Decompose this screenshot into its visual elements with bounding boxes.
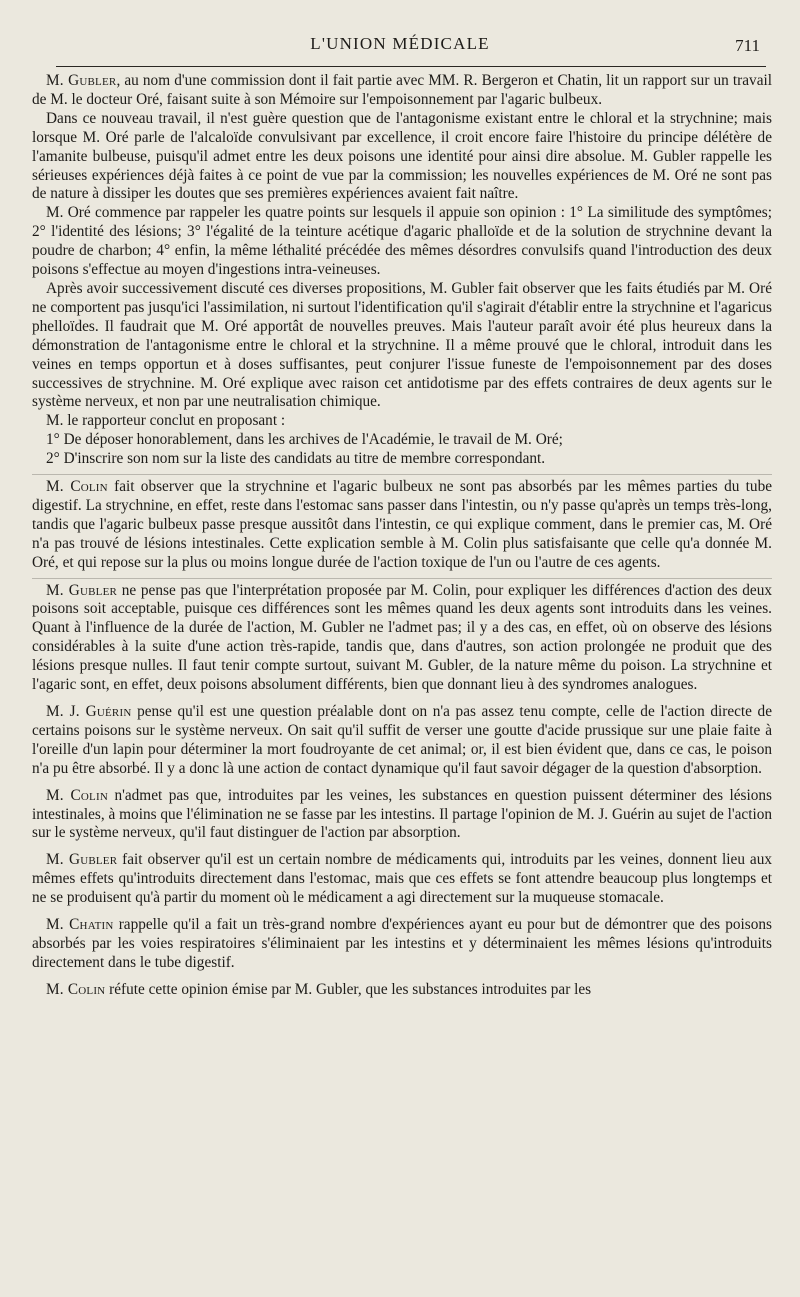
paragraph-text: fait observer que la strychnine et l'agaric bulbeux ne sont pas absorbés par les mêmes parties du tube digestif. La strychnine, en effet, reste dans l'estomac sans passer dans l'intestin, ou n'y passe qu'après un temps très-long, tandis que l'agaric bulbeux passe presque aussitôt dans l'intestin, ce qui explique comment, dans le premier cas, M. Oré n'a pas trouvé de lésions intestinales. Cette explication semble à M. Colin plus satisfaisante que celle qu'a donnée M. Oré, et qui repose sur la plus ou moins longue durée de l'action toxique de l'un ou l'autre de ces agents. bbox=[32, 478, 773, 571]
section-divider bbox=[32, 578, 772, 579]
paragraph-gubler-report bbox=[32, 72, 772, 110]
paragraph-text: M. Oré commence par rappeler les quatre points sur lesquels il appuie son opinion : 1° La similitude des symptômes; 2° l'identité des lésions; 3° l'égalité de la teinture acétique d'agaric phalloïde et de la solution de strychnine devant la poudre de charbon; 4° enfin, la même léthalité précédée des mêmes désordres convulsifs quand l'introduction des deux poisons s'effectue au moyen d'ingestions intra-veineuses. bbox=[32, 204, 772, 279]
paragraph-colin-3 bbox=[32, 981, 772, 1000]
paragraph-discussion bbox=[32, 280, 772, 412]
paragraph-text: ne pense pas que l'interprétation proposée par M. Colin, pour expliquer les différences d'action des deux poisons soit acceptable, puisque ces différences sont les mêmes quand les deux agents sont introduits dans les veines. Quant à l'influence de la durée de l'action, M. Gubler ne l'admet pas; il y a des cas, en effet, où on observe des lésions considérables à la suite d'une action très-rapide, tandis que, dans d'autres, son action prolongée ne produit que des lésions presque nulles. Il faut tenir compte surtout, suivant M. Gubler, de la nature même du poison. La strychnine et l'agaric sont, en effet, deux poisons absolument différents, bien que donnant lieu à des syndromes analogues. bbox=[32, 581, 772, 694]
paragraph-guerin bbox=[32, 703, 772, 779]
paragraph-text: réfute cette opinion émise par M. Gubler, que les substances introduites par les bbox=[105, 980, 592, 998]
page-number: 711 bbox=[735, 36, 760, 55]
paragraph-text: 1° De déposer honorablement, dans les archives de l'Académie, le travail de M. Oré; bbox=[46, 431, 563, 449]
header-rule bbox=[56, 66, 766, 67]
paragraph-text: Dans ce nouveau travail, il n'est guère question que de l'antagonisme existant entre le chloral et la strychnine; mais lorsque M. Oré parle de l'alcaloïde convulsivant par excellence, il croit encore faire l'histoire du principe délétère de l'amanite bulbeuse, puisqu'il admet entre les deux poisons une identité pour ainsi dire absolue. M. Gubler rappelle les sérieuses expériences déjà faites à ce point de vue par la commission; les nouvelles expériences de M. Oré ne sont pas de nature à dissiper les doutes que ses premières expériences avaient fait naître. bbox=[32, 109, 772, 203]
speaker-name: M. Chatin bbox=[46, 916, 114, 934]
paragraph-text: 2° D'inscrire son nom sur la liste des candidats au titre de membre correspondant. bbox=[46, 450, 546, 468]
article-body bbox=[32, 72, 772, 1000]
paragraph-text: pense qu'il est une question préalable dont on n'a pas assez tenu compte, celle de l'action directe de certains poisons sur le système nerveux. On sait qu'il suffit de verser une goutte d'acide prussique sur une plaie faite à l'oreille d'un lapin pour déterminer la mort foudroyante de cet animal; or, il est bien évident que, dans ce cas, le poison n'a pu être absorbé. Il y a donc là une action de contact dynamique qu'il faut savoir dégager de la question d'absorption. bbox=[32, 703, 772, 777]
paragraph-text: M. le rapporteur conclut en proposant : bbox=[46, 412, 286, 430]
speaker-name: M. J. Guérin bbox=[46, 703, 132, 720]
speaker-name: M. Colin bbox=[46, 478, 108, 496]
paragraph-gubler-3 bbox=[32, 851, 772, 908]
paragraph-text: n'admet pas que, introduites par les veines, les substances en question puissent déterminer des lésions intestinales, à moins que l'élimination ne se fasse par les intestins. Il partage l'opinion de M. J. Guérin au sujet de l'action sur le système nerveux, qu'il faut distinguer de l'action par absorption. bbox=[32, 786, 772, 842]
section-divider bbox=[32, 474, 772, 475]
journal-title: L'UNION MÉDICALE bbox=[310, 34, 490, 53]
paragraph-colin-2 bbox=[32, 787, 772, 844]
paragraph-text: Après avoir successivement discuté ces diverses propositions, M. Gubler fait observer que les faits étudiés par M. Oré ne comportent pas jusqu'ici l'assimilation, ni surtout l'identification qu'il s'agirait d'établir entre la strychnine et l'agaricus phelloïdes. Il faudrait que M. Oré apportât de nouvelles preuves. Mais l'auteur paraît avoir été plus heureux dans la démonstration de l'antagonisme entre le chloral et la strychnine. Il a même prouvé que le chloral, introduit dans les veines en temps opportun et à doses suffisantes, peut conjurer l'issue funeste de l'empoisonnement par des doses successives de strychnine. M. Oré explique avec raison cet antidotisme par des effets contraires de deux agents sur le système nerveux, et non par une neutralisation chimique. bbox=[32, 279, 772, 411]
paragraph-quatre-points bbox=[32, 204, 772, 280]
paragraph-text: , au nom d'une commission dont il fait partie avec MM. R. Bergeron et Chatin, lit un rapport sur un travail de M. le docteur Oré, faisant suite à son Mémoire sur l'empoisonnement par l'agaric bulbeux. bbox=[32, 72, 772, 108]
speaker-name: M. Gubler bbox=[46, 581, 118, 599]
paragraph-text: rappelle qu'il a fait un très-grand nombre d'expériences ayant eu pour but de démontrer que des poisons absorbés par les voies respiratoires s'éliminaient par les intestins et y déterminaient les mêmes lésions qu'introduits directement dans le tube digestif. bbox=[32, 916, 772, 971]
conclusion-item-2 bbox=[32, 450, 772, 469]
speaker-name: M. Colin bbox=[46, 980, 106, 998]
speaker-name: M. Gubler bbox=[46, 72, 117, 89]
paragraph-colin-1 bbox=[32, 478, 772, 573]
paragraph-text: fait observer qu'il est un certain nombre de médicaments qui, introduits par les veines, donnent lieu aux mêmes effets qu'introduits directement dans l'estomac, mais que ces effets se font attendre beaucoup plus longtemps et ne se produisent qu'à partir du moment où le médicament a agi directement sur la muqueuse stomacale. bbox=[32, 851, 772, 907]
conclusion-item-1 bbox=[32, 431, 772, 450]
paragraph-gubler-2 bbox=[32, 582, 772, 695]
page-header bbox=[0, 30, 800, 60]
paragraph-antagonisme bbox=[32, 110, 772, 205]
paragraph-chatin bbox=[32, 916, 772, 973]
speaker-name: M. Gubler bbox=[46, 851, 118, 869]
speaker-name: M. Colin bbox=[46, 786, 108, 804]
paragraph-conclusion bbox=[32, 412, 772, 431]
